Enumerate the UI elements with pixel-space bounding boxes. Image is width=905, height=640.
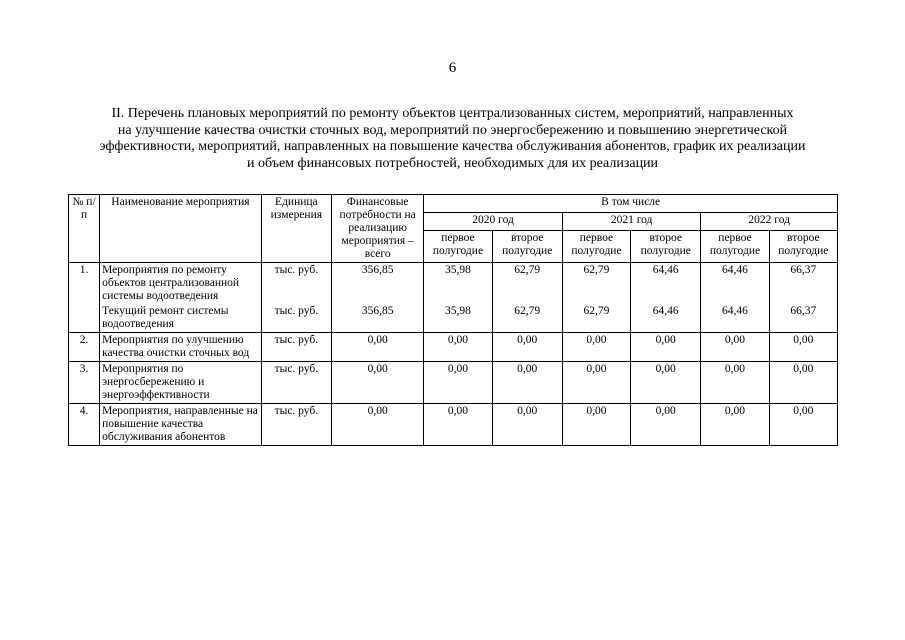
header-year-2022: 2022 год <box>701 212 838 230</box>
row-value-cell: 0,00 <box>562 404 630 446</box>
row-total-cell: 0,00 <box>331 404 423 446</box>
heading-line: эффективности, мероприятий, направленных на повышение качества обслуживания абонентов, график их реализации <box>99 139 806 154</box>
section-heading <box>60 106 845 172</box>
row-total-cell: 0,00 <box>331 362 423 404</box>
row-value-cell: 0,00 <box>701 404 769 446</box>
row-value-cell: 62,79 <box>562 263 630 305</box>
table-row <box>69 263 838 305</box>
row-value-cell: 62,79 <box>492 263 562 305</box>
row-unit-cell: тыс. руб. <box>261 263 331 305</box>
row-value-cell: 0,00 <box>631 404 701 446</box>
row-value-cell: 66,37 <box>769 263 837 305</box>
row-num-cell: 2. <box>69 333 100 362</box>
row-total-cell: 0,00 <box>331 333 423 362</box>
heading-line: и объем финансовых потребностей, необходимых для их реализации <box>246 155 659 171</box>
row-num-cell: 4. <box>69 404 100 446</box>
row-value-cell: 64,46 <box>631 263 701 305</box>
table-row <box>69 304 838 333</box>
page-number: 6 <box>448 60 457 76</box>
row-value-cell: 64,46 <box>701 263 769 305</box>
row-name-cell: Мероприятия, направленные на повышение качества обслуживания абонентов <box>100 404 262 446</box>
row-value-cell: 62,79 <box>562 304 630 333</box>
row-value-cell: 64,46 <box>631 304 701 333</box>
row-value-cell: 0,00 <box>769 333 837 362</box>
header-year-2021: 2021 год <box>562 212 701 230</box>
heading-line: на улучшение качества очистки сточных вод, мероприятий по энергосбережению и повышению энергетической <box>117 122 788 138</box>
row-unit-cell: тыс. руб. <box>261 404 331 446</box>
row-value-cell: 0,00 <box>701 362 769 404</box>
row-name-cell: Мероприятия по улучшению качества очистки сточных вод <box>100 333 262 362</box>
row-name-cell: Мероприятия по ремонту объектов централизованной системы водоотведения <box>100 263 262 305</box>
row-value-cell: 0,00 <box>492 362 562 404</box>
row-value-cell: 0,00 <box>424 333 492 362</box>
row-value-cell: 35,98 <box>424 263 492 305</box>
header-half-second: второе полугодие <box>492 230 562 262</box>
row-value-cell: 0,00 <box>562 362 630 404</box>
row-name-cell: Мероприятия по энергосбережению и энергоэффективности <box>100 362 262 404</box>
row-unit-cell: тыс. руб. <box>261 333 331 362</box>
table-row <box>69 404 838 446</box>
header-half-first: первое полугодие <box>701 230 769 262</box>
row-value-cell: 0,00 <box>631 362 701 404</box>
row-value-cell: 0,00 <box>562 333 630 362</box>
activities-table <box>68 194 838 446</box>
header-half-second: второе полугодие <box>769 230 837 262</box>
header-half-first: первое полугодие <box>562 230 630 262</box>
row-value-cell: 66,37 <box>769 304 837 333</box>
row-num-cell <box>69 304 100 333</box>
row-value-cell: 0,00 <box>492 333 562 362</box>
header-finance: Финансовые потребности на реализацию мероприятия – всего <box>331 195 423 263</box>
row-num-cell: 1. <box>69 263 100 305</box>
row-value-cell: 0,00 <box>424 404 492 446</box>
row-value-cell: 0,00 <box>769 362 837 404</box>
row-unit-cell: тыс. руб. <box>261 304 331 333</box>
header-year-2020: 2020 год <box>424 212 563 230</box>
header-unit: Единица измерения <box>261 195 331 263</box>
row-name-cell: Текущий ремонт системы водоотведения <box>100 304 262 333</box>
row-value-cell: 0,00 <box>701 333 769 362</box>
header-name: Наименование мероприятия <box>100 195 262 263</box>
row-unit-cell: тыс. руб. <box>261 362 331 404</box>
row-value-cell: 62,79 <box>492 304 562 333</box>
heading-line: II. Перечень плановых мероприятий по ремонту объектов централизованных систем, мероприятий, направленных <box>111 106 794 121</box>
header-half-first: первое полугодие <box>424 230 492 262</box>
row-value-cell: 35,98 <box>424 304 492 333</box>
row-value-cell: 0,00 <box>424 362 492 404</box>
row-value-cell: 0,00 <box>492 404 562 446</box>
row-value-cell: 64,46 <box>701 304 769 333</box>
row-total-cell: 356,85 <box>331 263 423 305</box>
header-half-second: второе полугодие <box>631 230 701 262</box>
table-row <box>69 362 838 404</box>
row-total-cell: 356,85 <box>331 304 423 333</box>
row-value-cell: 0,00 <box>631 333 701 362</box>
row-num-cell: 3. <box>69 362 100 404</box>
header-including: В том числе <box>424 195 838 213</box>
row-value-cell: 0,00 <box>769 404 837 446</box>
table-row <box>69 333 838 362</box>
header-num: № п/п <box>69 195 100 263</box>
